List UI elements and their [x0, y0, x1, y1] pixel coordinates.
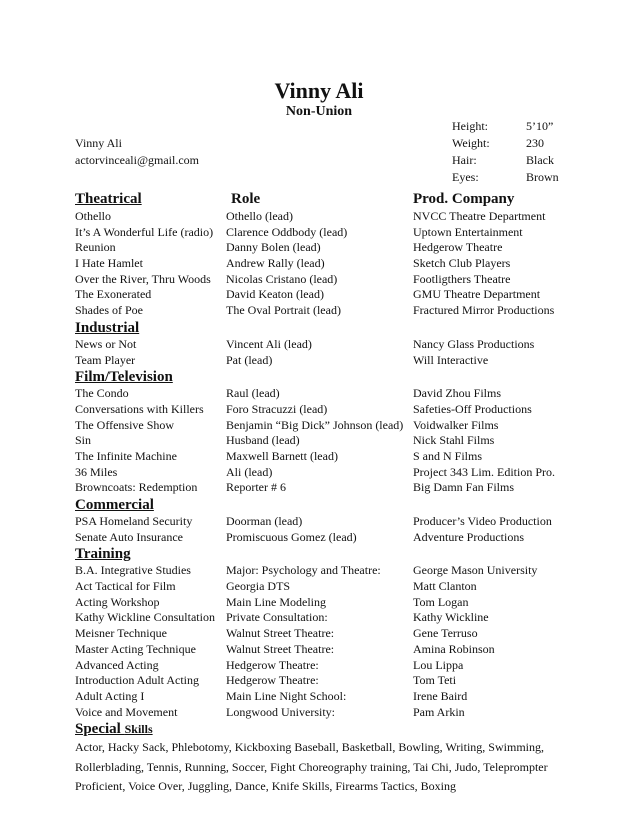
training-course: Introduction Adult Acting	[75, 673, 199, 688]
section-title	[75, 720, 565, 738]
credit-company: Fractured Mirror Productions	[413, 303, 555, 318]
training-course: Adult Acting I	[75, 688, 145, 703]
training-course: Acting Workshop	[75, 594, 160, 609]
credit-row	[75, 433, 565, 449]
credit-row	[75, 353, 565, 369]
skills-list: Actor, Hacky Sack, Phlebotomy, Kickboxing Baseball, Basketball, Bowling, Writing, Swimming, Rollerblading, Tennis, Running, Soccer, Fight Choreography training, Tai Chi, Judo, Teleprompter Proficient, Voice Over, Juggling, Dance, Knife Skills, Firearms Tactics, Boxing	[75, 740, 548, 794]
credit-title: PSA Homeland Security	[75, 514, 193, 528]
training-place: Main Line Modeling	[226, 594, 326, 609]
credit-role: Clarence Oddbody (lead)	[226, 224, 348, 239]
credit-title: Reunion	[75, 240, 116, 255]
credit-company: Producer’s Video Production	[413, 514, 552, 528]
credit-role: Andrew Rally (lead)	[226, 256, 325, 271]
stat-height	[452, 118, 559, 135]
training-row	[75, 705, 565, 721]
credit-role: Pat (lead)	[226, 352, 273, 367]
stat-hair	[452, 152, 559, 169]
training-row	[75, 642, 565, 658]
credit-company: Big Damn Fan Films	[413, 480, 515, 495]
credit-role: David Keaton (lead)	[226, 287, 324, 302]
contact-name: Vinny Ali	[75, 136, 122, 150]
section-title: Commercial	[75, 497, 154, 513]
section-title: Film/Television	[75, 369, 173, 386]
training-teacher: Matt Clanton	[413, 579, 477, 594]
company-heading: Prod. Company	[413, 191, 515, 207]
training-course: Master Acting Technique	[75, 641, 196, 656]
section-title: Industrial	[75, 319, 140, 336]
credit-company: Safeties-Off Productions	[413, 401, 532, 416]
training-teacher: Tom Teti	[413, 673, 457, 688]
actor-name: Vinny Ali	[274, 78, 364, 103]
training-place: Walnut Street Theatre:	[226, 626, 335, 641]
credit-row	[75, 256, 565, 272]
credit-role: Promiscuous Gomez (lead)	[226, 529, 357, 544]
skills-section	[75, 720, 565, 797]
credit-role: Foro Stracuzzi (lead)	[226, 401, 328, 416]
training-teacher: Lou Lippa	[413, 657, 464, 672]
theatrical-section	[75, 209, 565, 319]
training-teacher: Amina Robinson	[413, 641, 495, 656]
commercial-section	[75, 497, 565, 545]
training-teacher: George Mason University	[413, 563, 538, 578]
stat-label: Hair:	[452, 153, 477, 167]
training-row	[75, 610, 565, 626]
credit-role: Vincent Ali (lead)	[226, 336, 312, 351]
credit-title: Sin	[75, 433, 92, 448]
training-row	[75, 563, 565, 579]
stat-label: Height:	[452, 119, 488, 133]
training-course: Kathy Wickline Consultation	[75, 610, 215, 625]
training-row	[75, 673, 565, 689]
training-teacher: Kathy Wickline	[413, 610, 489, 625]
credit-role: Reporter # 6	[226, 480, 286, 495]
credit-title: Over the River, Thru Woods	[75, 271, 211, 286]
credit-role: Nicolas Cristano (lead)	[226, 271, 338, 286]
credit-title: 36 Miles	[75, 464, 118, 479]
training-place: Major: Psychology and Theatre:	[226, 563, 381, 578]
theatrical-heading: Theatrical	[75, 191, 142, 207]
credit-title: Othello	[75, 209, 111, 223]
training-place: Longwood University:	[226, 704, 335, 719]
physical-stats	[452, 118, 559, 186]
credit-company: NVCC Theatre Department	[413, 209, 546, 223]
training-place: Walnut Street Theatre:	[226, 641, 335, 656]
training-place: Private Consultation:	[226, 610, 328, 625]
credit-row	[75, 272, 565, 288]
credit-company: Footligthers Theatre	[413, 271, 511, 286]
contact-block	[75, 135, 199, 169]
training-section	[75, 546, 565, 720]
credit-company: Adventure Productions	[413, 529, 524, 544]
credit-title: Shades of Poe	[75, 303, 143, 318]
training-row	[75, 595, 565, 611]
credit-company: Sketch Club Players	[413, 256, 511, 271]
credit-role: The Oval Portrait (lead)	[226, 303, 341, 318]
training-course: Act Tactical for Film	[75, 579, 176, 594]
email-address: actorvinceali@gmail.com	[75, 153, 200, 167]
credit-title: Team Player	[75, 352, 136, 367]
credits	[75, 209, 565, 797]
stat-value: 5’10”	[526, 119, 554, 133]
credit-row	[75, 337, 565, 353]
credit-company: Voidwalker Films	[413, 417, 499, 432]
credit-title: Browncoats: Redemption	[75, 480, 198, 495]
training-course: Advanced Acting	[75, 657, 159, 672]
industrial-section	[75, 320, 565, 368]
section-title: Training	[75, 546, 131, 563]
credit-title: I Hate Hamlet	[75, 256, 143, 271]
credit-role: Ali (lead)	[226, 464, 273, 479]
credit-row	[75, 225, 565, 241]
training-place: Hedgerow Theatre:	[226, 673, 319, 688]
role-heading: Role	[231, 191, 261, 207]
skills-title-part2: Skills	[124, 722, 153, 737]
training-course: B.A. Integrative Studies	[75, 563, 191, 578]
credit-role: Husband (lead)	[226, 433, 300, 448]
credit-title: The Offensive Show	[75, 417, 175, 432]
credit-role: Doorman (lead)	[226, 514, 303, 528]
training-teacher: Gene Terruso	[413, 626, 478, 641]
credit-title: Conversations with Killers	[75, 401, 204, 416]
credit-row	[75, 240, 565, 256]
credit-row	[75, 209, 565, 225]
credit-title: The Infinite Machine	[75, 448, 177, 463]
credit-role: Benjamin “Big Dick” Johnson (lead)	[226, 417, 404, 432]
credit-row	[75, 418, 565, 434]
credit-company: Will Interactive	[413, 352, 489, 367]
credit-row	[75, 465, 565, 481]
stat-weight	[452, 135, 559, 152]
credit-row	[75, 287, 565, 303]
credit-row	[75, 514, 565, 530]
credit-row	[75, 449, 565, 465]
credit-title: It’s A Wonderful Life (radio)	[75, 224, 214, 239]
credit-company: Nancy Glass Productions	[413, 336, 535, 351]
credit-row	[75, 530, 565, 546]
credit-row	[75, 480, 565, 496]
training-teacher: Tom Logan	[413, 594, 469, 609]
training-course: Voice and Movement	[75, 704, 178, 719]
credit-role: Danny Bolen (lead)	[226, 240, 321, 255]
stat-label: Weight:	[452, 136, 490, 150]
skills-title-part1: Special	[75, 721, 125, 738]
credit-title: Senate Auto Insurance	[75, 529, 183, 544]
stat-value: 230	[526, 136, 544, 150]
credit-company: S and N Films	[413, 448, 483, 463]
credit-company: David Zhou Films	[413, 386, 502, 401]
training-teacher: Pam Arkin	[413, 704, 465, 719]
stat-eyes	[452, 169, 559, 186]
stat-label: Eyes:	[452, 170, 479, 184]
training-place: Georgia DTS	[226, 579, 291, 594]
credit-row	[75, 402, 565, 418]
credit-role: Othello (lead)	[226, 209, 293, 223]
training-row	[75, 658, 565, 674]
stat-value: Brown	[526, 170, 559, 184]
training-row	[75, 579, 565, 595]
credit-role: Maxwell Barnett (lead)	[226, 448, 338, 463]
credit-row	[75, 386, 565, 402]
credit-row	[75, 303, 565, 319]
training-row	[75, 689, 565, 705]
stat-value: Black	[526, 153, 554, 167]
credit-company: GMU Theatre Department	[413, 287, 541, 302]
credit-role: Raul (lead)	[226, 386, 280, 401]
training-course: Meisner Technique	[75, 626, 167, 641]
credit-title: News or Not	[75, 336, 137, 351]
credit-company: Project 343 Lim. Edition Pro.	[413, 464, 555, 479]
credit-company: Nick Stahl Films	[413, 433, 495, 448]
union-status: Non-Union	[285, 104, 353, 119]
training-row	[75, 626, 565, 642]
credit-company: Hedgerow Theatre	[413, 240, 503, 255]
credit-title: The Exonerated	[75, 287, 152, 302]
training-place: Main Line Night School:	[226, 688, 347, 703]
credit-title: The Condo	[75, 386, 129, 401]
training-place: Hedgerow Theatre:	[226, 657, 319, 672]
credit-company: Uptown Entertainment	[413, 224, 523, 239]
film-section	[75, 369, 565, 496]
training-teacher: Irene Baird	[413, 688, 468, 703]
